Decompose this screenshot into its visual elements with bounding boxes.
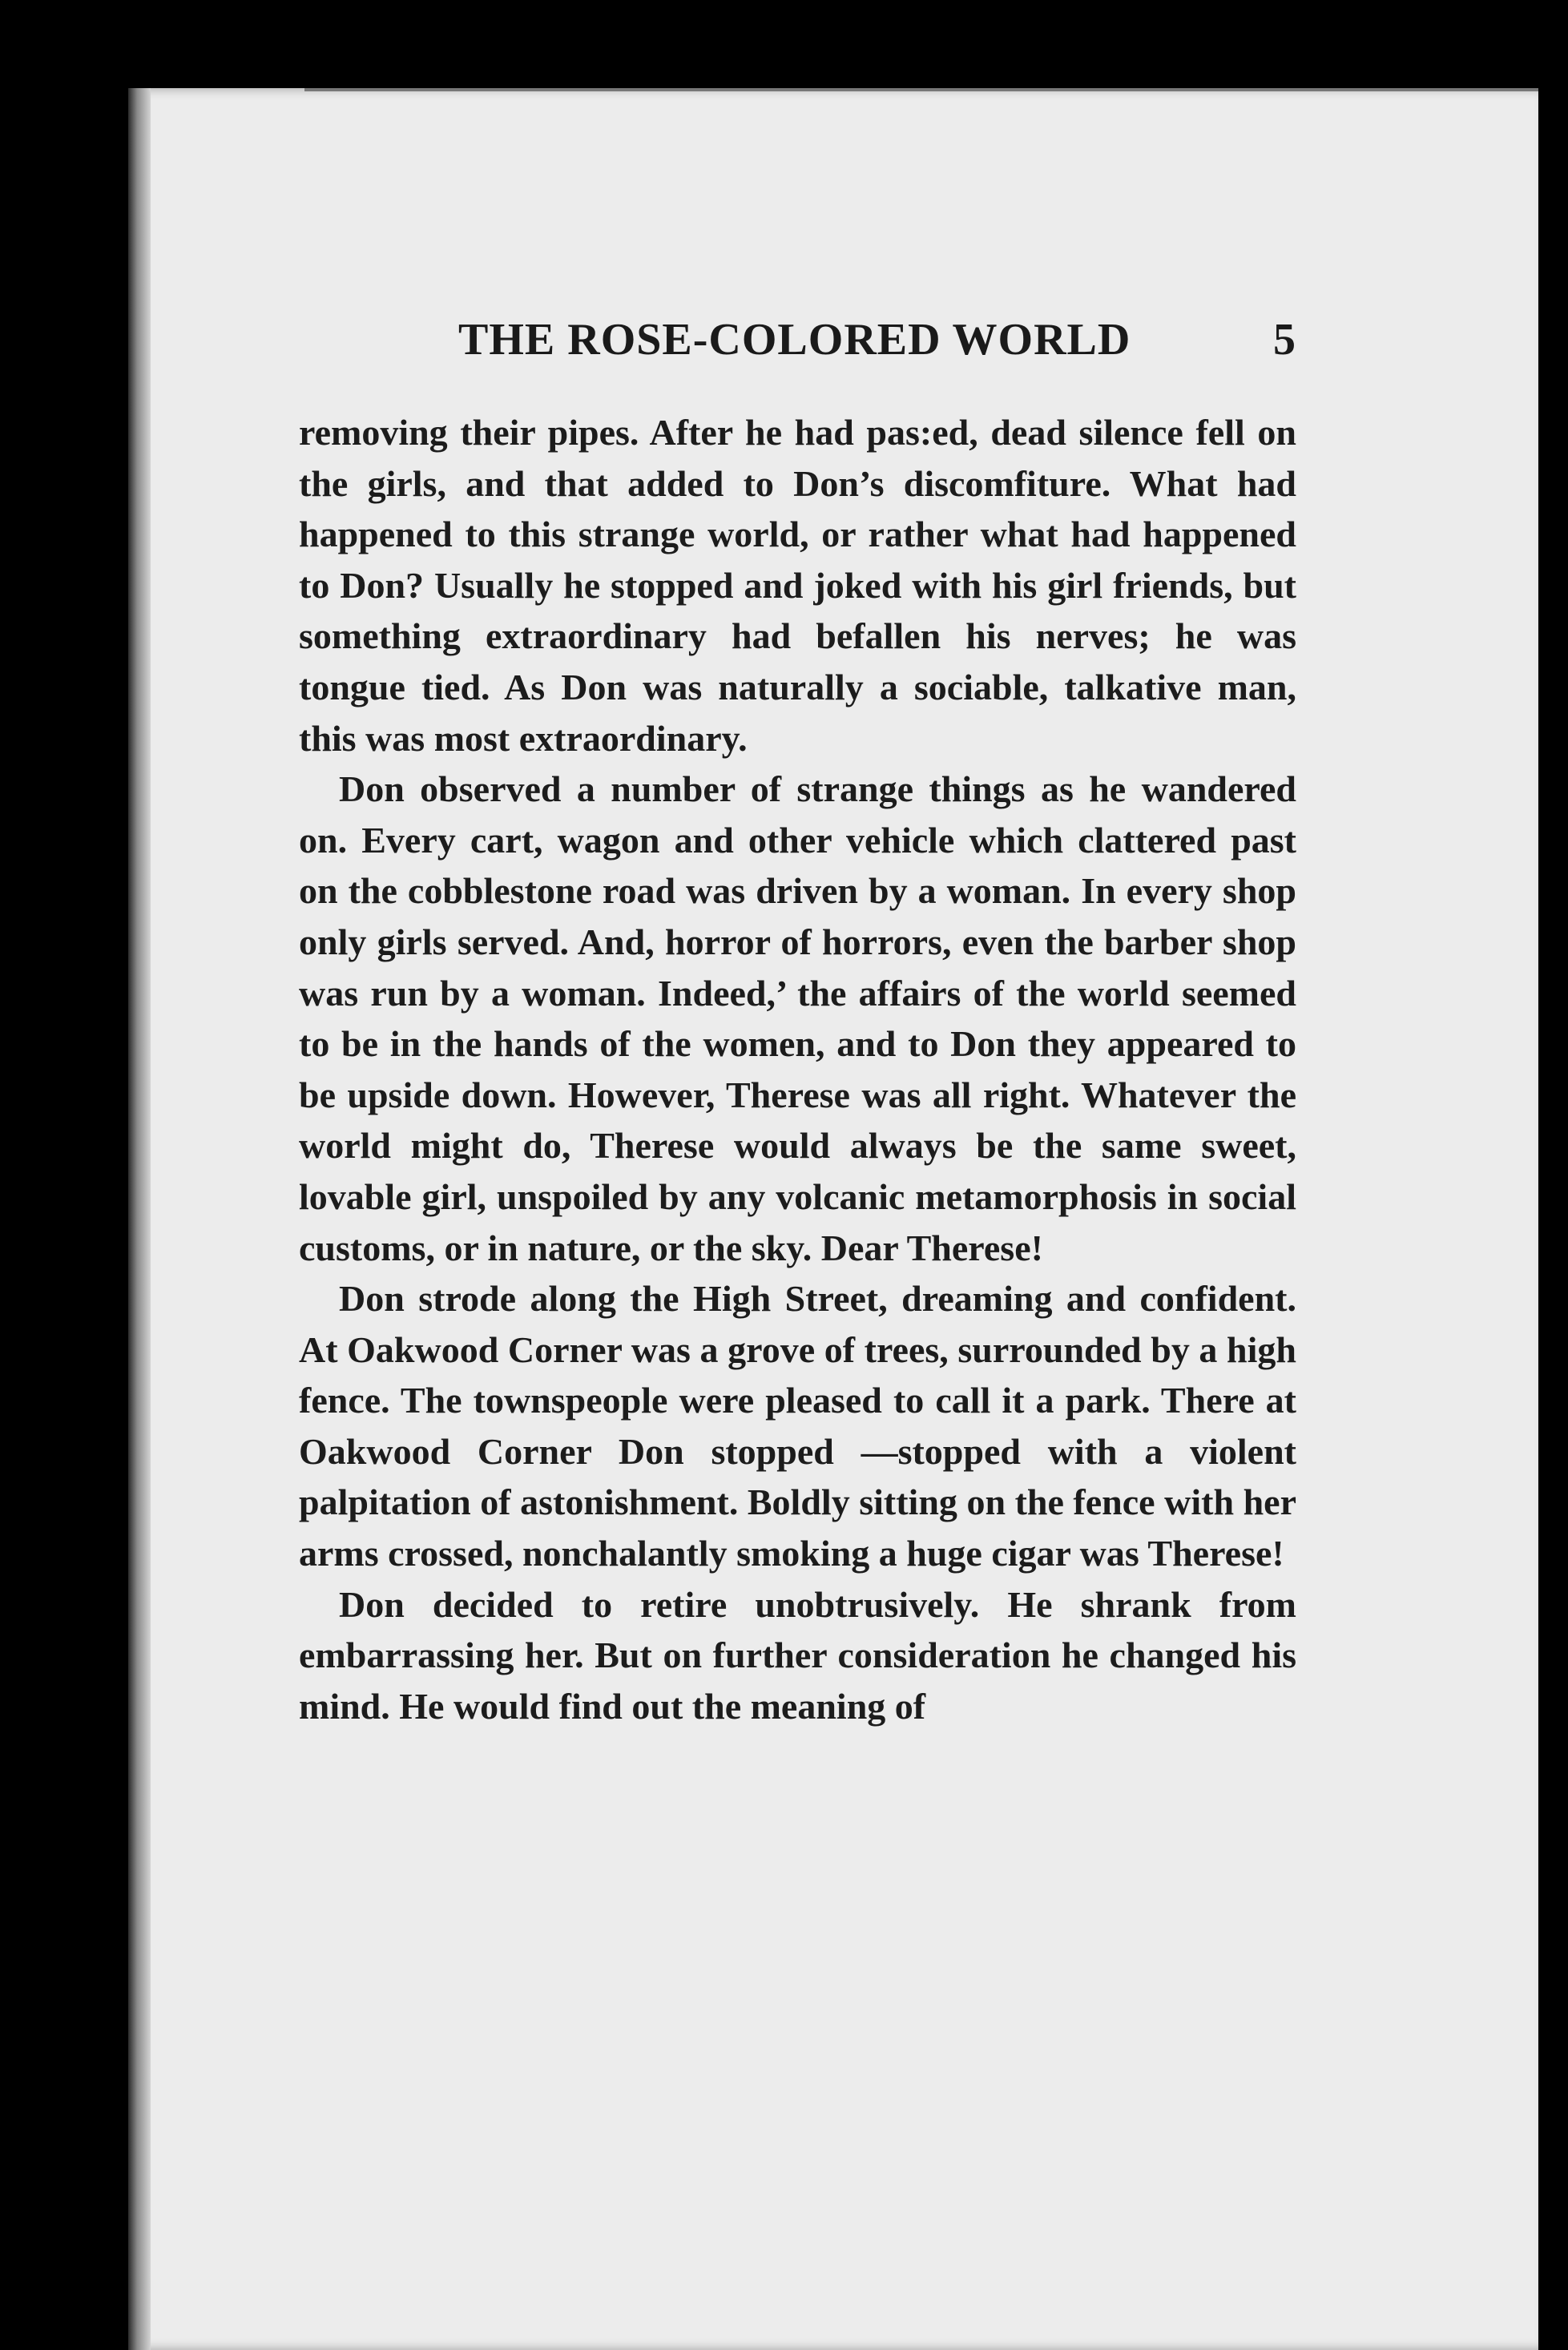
paragraph-1: removing their pipes. After he had pas:ed, dead silence fell on the girls, and that added to Don’s discomfiture. What had happened to this strange world, or rather what had happened to Don? Usually he stopped and joked with his girl friends, but something extraordinary had befallen his nerves; he was tongue tied. As Don was naturally a sociable, talkative man, this was most extraordinary. xyxy=(299,412,1296,759)
body-text xyxy=(299,407,1296,1969)
page-gutter-shadow xyxy=(128,88,151,2350)
running-head-title: THE ROSE-COLORED WORLD xyxy=(458,315,1131,365)
paragraph-4: Don decided to retire unobtrusively. He shrank from embarrassing her. But on further consideration he changed his mind. He would find out the meaning of xyxy=(299,1583,1296,1727)
paragraph-2: Don observed a number of strange things as he wandered on. Every cart, wagon and other vehicle which clattered past on the cobblestone road was driven by a woman. In every shop only girls served. And, horror of horrors, even the barber shop was run by a woman. Indeed,’ the affairs of the world seemed to be in the hands of the women, and to Don they appeared to be upside down. However, Therese was all right. Whatever the world might do, Therese would always be the same sweet, lovable girl, unspoiled by any volcanic metamorphosis in social customs, or in nature, or the sky. Dear Therese! xyxy=(299,768,1296,1268)
paragraph-3: Don strode along the High Street, dreaming and confident. At Oakwood Corner was a grove of trees, surrounded by a high fence. The townspeople were pleased to call it a park. There at Oakwood Corner Don stopped —stopped with a violent palpitation of astonishment. Boldly sitting on the fence with her arms crossed, nonchalantly smoking a huge cigar was Therese! xyxy=(299,1278,1296,1574)
page-number: 5 xyxy=(1273,315,1296,365)
running-head xyxy=(288,314,1296,378)
page-top-edge xyxy=(304,88,1538,91)
